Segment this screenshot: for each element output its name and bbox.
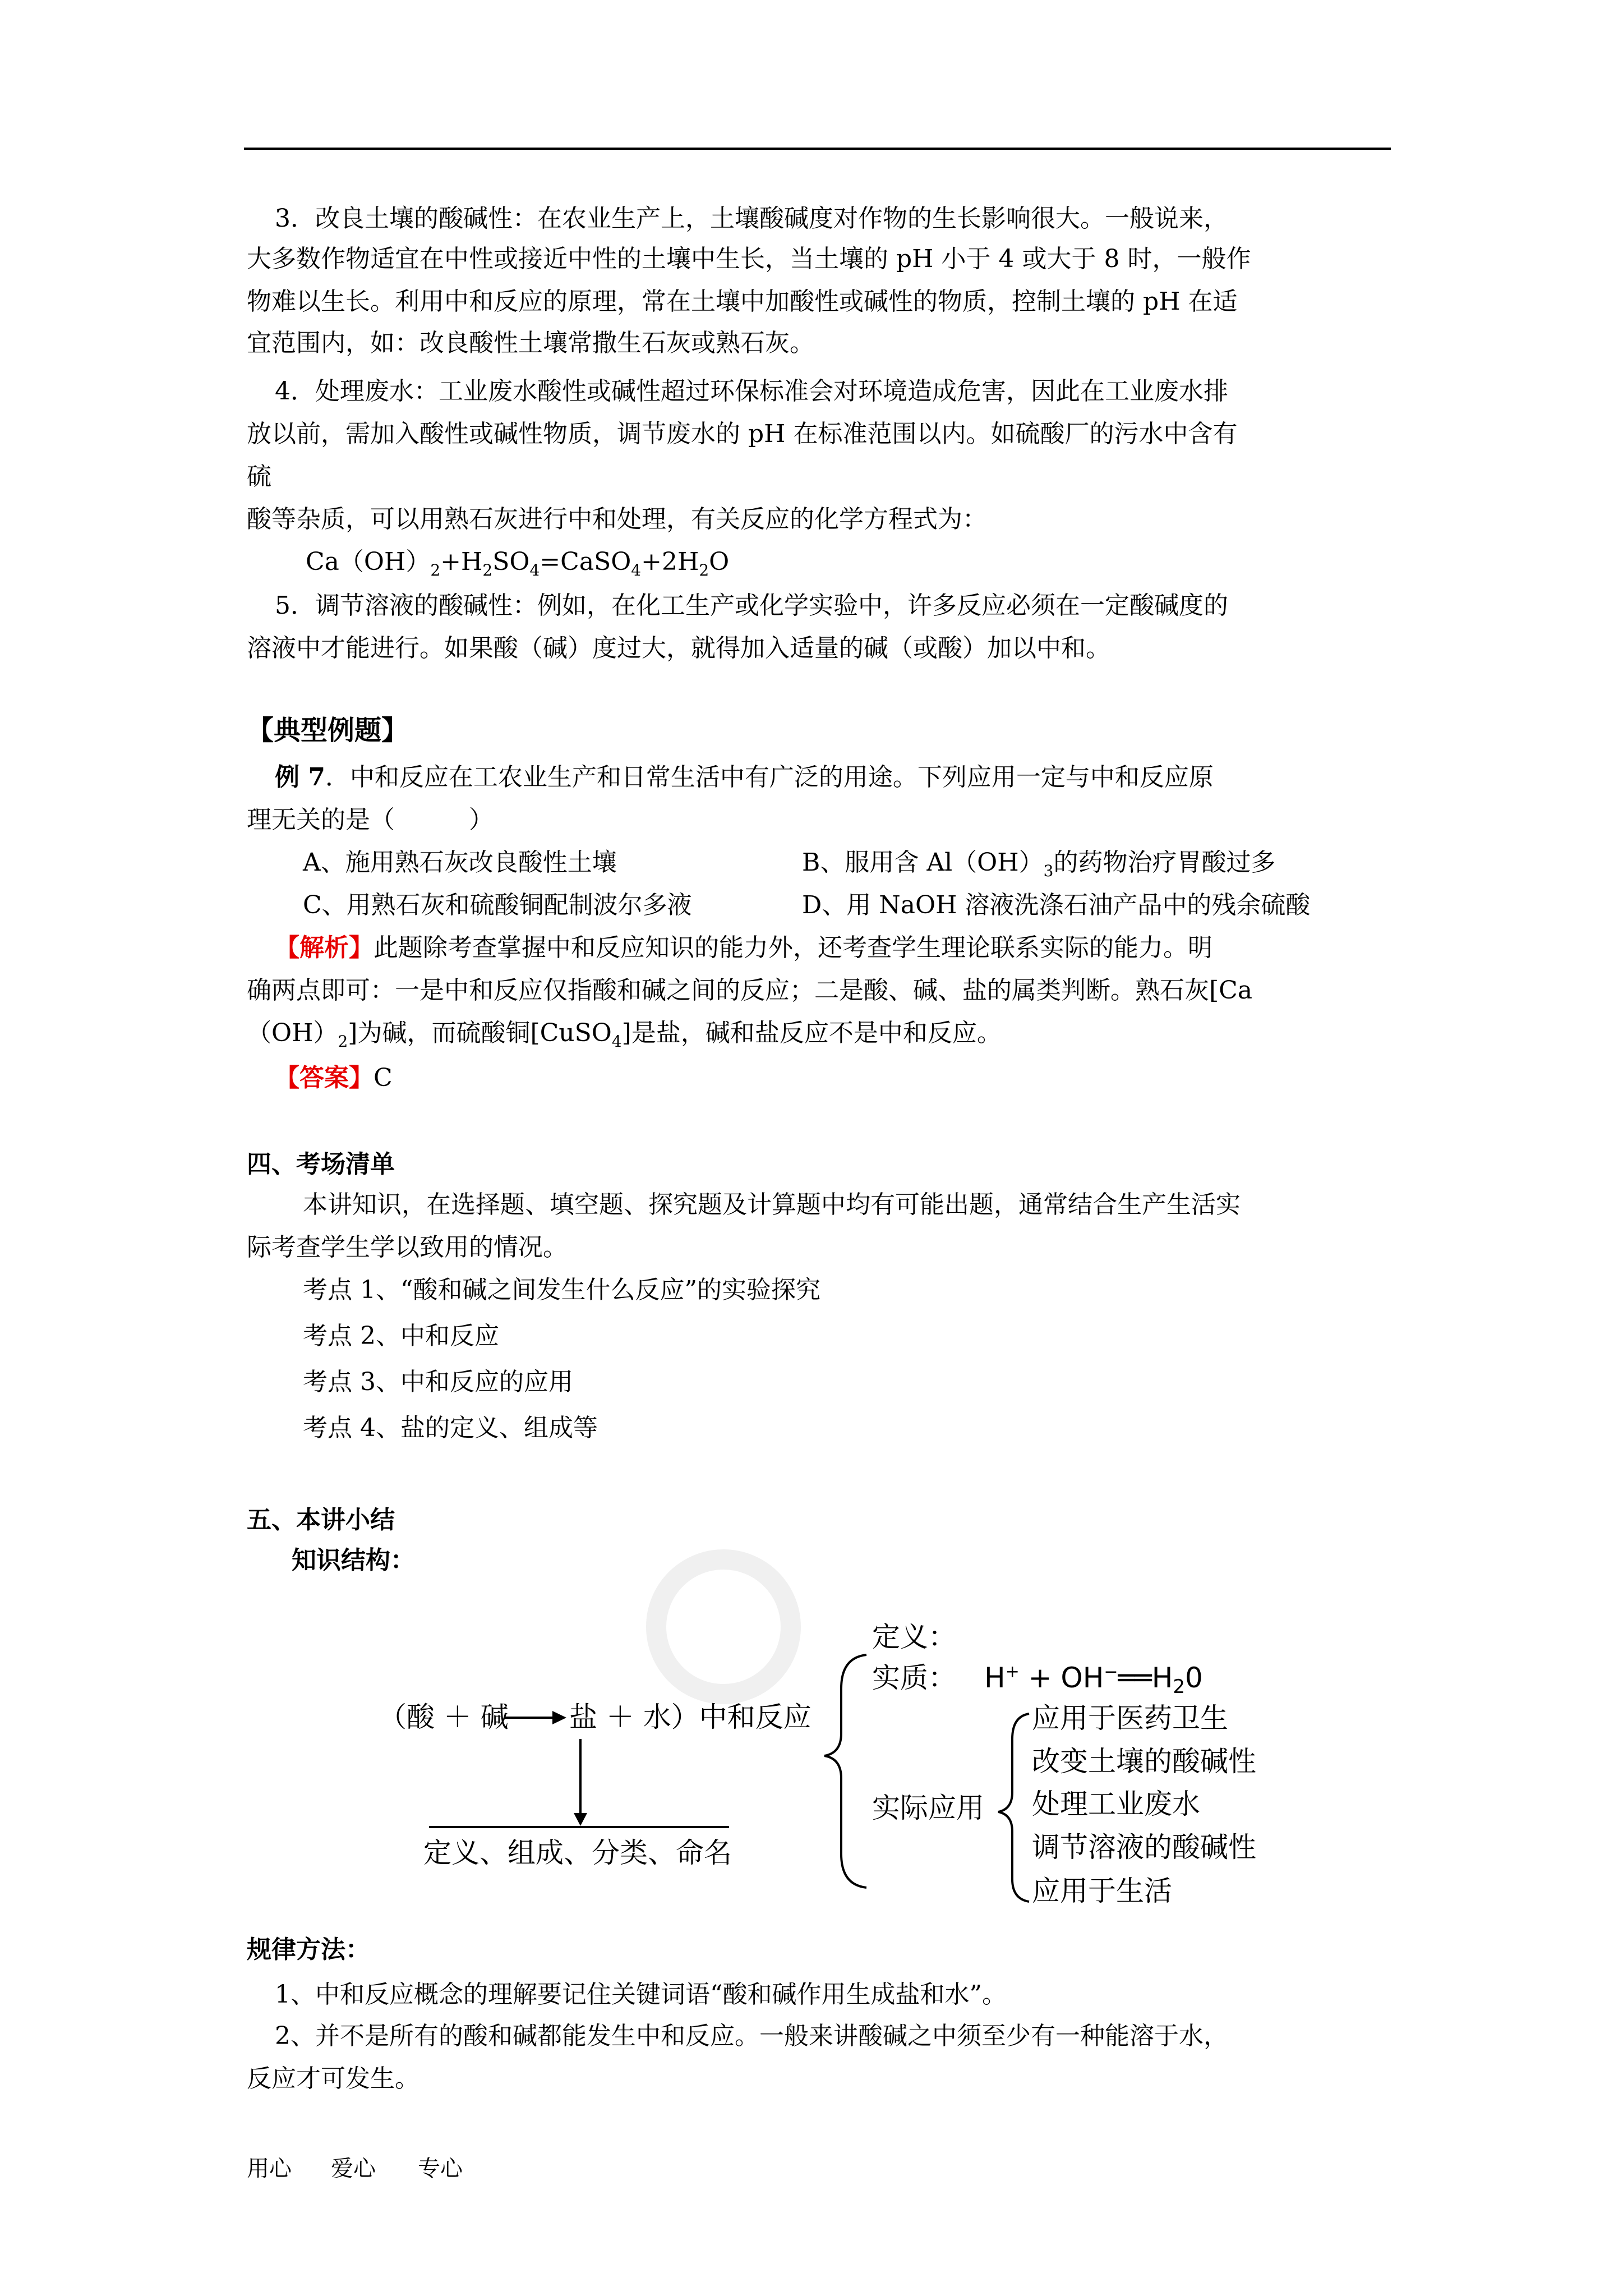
example-line-1: 例 7．中和反应在工农业生产和日常生活中有广泛的用途。下列应用一定与中和反应原 [275,763,1214,792]
diagram-salt-water: 盐 ＋ 水）中和反应 [569,1701,811,1733]
option-a: A、施用熟石灰改良酸性土壤 [303,848,617,877]
option-b: B、服用含 $Al(OH)_3$的药物治疗胃酸过多 [802,848,1276,880]
diagram-app-1: 应用于医药卫生 [1032,1702,1228,1734]
sec3-line-3: 物难以生长。利用中和反应的原理，常在土壤中加酸性或碱性的物质，控制土壤的 pH 在适 [247,287,1238,316]
typical-examples-heading: 【典型例题】 [247,715,409,746]
analysis-line-2: 确两点即可：一是中和反应仅指酸和碱之间的反应；二是酸、碱、盐的属类判断。熟石灰[Ca [247,976,1253,1005]
summary-heading: 五、本讲小结 [247,1506,395,1534]
knowledge-structure-heading: 知识结构： [292,1546,415,1575]
exam-point-1: 考点 1、“酸和碱之间发生什么反应”的实验探究 [303,1276,820,1304]
outer-brace [824,1655,866,1888]
sec4-line-3: 硫 [247,462,271,491]
down-arrow-head [574,1813,587,1826]
diagram-definition: 定义： [872,1621,956,1653]
rule-1: 1、中和反应概念的理解要记住关键词语“酸和碱作用生成盐和水”。 [275,1980,1007,2009]
answer-line: 【答案】C [275,1064,393,1092]
footer-word-3: 专心 [418,2156,463,2182]
reaction-arrow-head [552,1711,566,1724]
diagram-bottom-label: 定义、组成、分类、命名 [423,1837,732,1869]
diagram-essence: 实质： [872,1662,956,1694]
chemical-equation: $Ca(OH)_2+H_2SO_4=CaSO_4+2H_2O$ [306,547,730,579]
sec4-line-2: 放以前，需加入酸性或碱性物质，调节废水的 pH 在标准范围以内。如硫酸厂的污水中含有 [247,420,1238,448]
footer-word-1: 用心 [247,2156,292,2182]
diagram-application-label: 实际应用 [872,1792,984,1824]
diagram-app-2: 改变土壤的酸碱性 [1032,1745,1256,1778]
sec3-line-2: 大多数作物适宜在中性或接近中性的土壤中生长，当土壤的 pH 小于 4 或大于 8 时，一般作 [247,245,1251,273]
sec5-line-1: 5．调节溶液的酸碱性：例如，在化工生产或化学实验中，许多反应必须在一定酸碱度的 [275,591,1228,620]
watermark-logo [656,1559,791,1694]
inner-brace [998,1714,1029,1902]
example-line-2: 理无关的是（ ） [247,806,494,834]
rules-heading: 规律方法： [247,1935,370,1964]
option-c: C、用熟石灰和硫酸铜配制波尔多液 [303,891,692,919]
exam-point-3: 考点 3、中和反应的应用 [303,1368,573,1396]
exam-point-2: 考点 2、中和反应 [303,1322,499,1350]
rule-2-line-2: 反应才可发生。 [247,2064,419,2093]
footer-word-2: 爱心 [331,2156,376,2182]
analysis-line-3: $(OH)_2$]为碱，而硫酸铜[CuSO$_4$]是盐，碱和盐反应不是中和反应。 [247,1019,1002,1051]
diagram-formula: $H^+ + OH^-══H_20$ [984,1662,1203,1698]
diagram-app-4: 调节溶液的酸碱性 [1032,1831,1256,1864]
exam-list-heading: 四、考场清单 [247,1150,395,1179]
sec4-line-4: 酸等杂质，可以用熟石灰进行中和处理，有关反应的化学方程式为： [247,505,987,533]
sec3-line-4: 宜范围内，如：改良酸性土壤常撒生石灰或熟石灰。 [247,329,814,357]
sec3-line-1: 3．改良土壤的酸碱性：在农业生产上，土壤酸碱度对作物的生长影响很大。一般说来， [275,204,1228,233]
sec4-line-1: 4．处理废水：工业废水酸性或碱性超过环保标准会对环境造成危害，因此在工业废水排 [275,377,1228,406]
diagram-app-3: 处理工业废水 [1032,1788,1200,1820]
exam-list-para-2: 际考查学生学以致用的情况。 [247,1233,568,1262]
diagram-acid-base: （酸 ＋ 碱 [379,1701,509,1733]
rule-2-line-1: 2、并不是所有的酸和碱都能发生中和反应。一般来讲酸碱之中须至少有一种能溶于水， [275,2022,1228,2050]
sec5-line-2: 溶液中才能进行。如果酸（碱）度过大，就得加入适量的碱（或酸）加以中和。 [247,634,1110,662]
diagram-app-5: 应用于生活 [1032,1875,1172,1907]
exam-list-para-1: 本讲知识，在选择题、填空题、探究题及计算题中均有可能出题，通常结合生产生活实 [303,1190,1241,1219]
option-d: D、用 NaOH 溶液洗涤石油产品中的残余硫酸 [802,891,1311,919]
analysis-line-1: 【解析】此题除考查掌握中和反应知识的能力外，还考查学生理论联系实际的能力。明 [275,933,1212,962]
exam-point-4: 考点 4、盐的定义、组成等 [303,1414,598,1442]
